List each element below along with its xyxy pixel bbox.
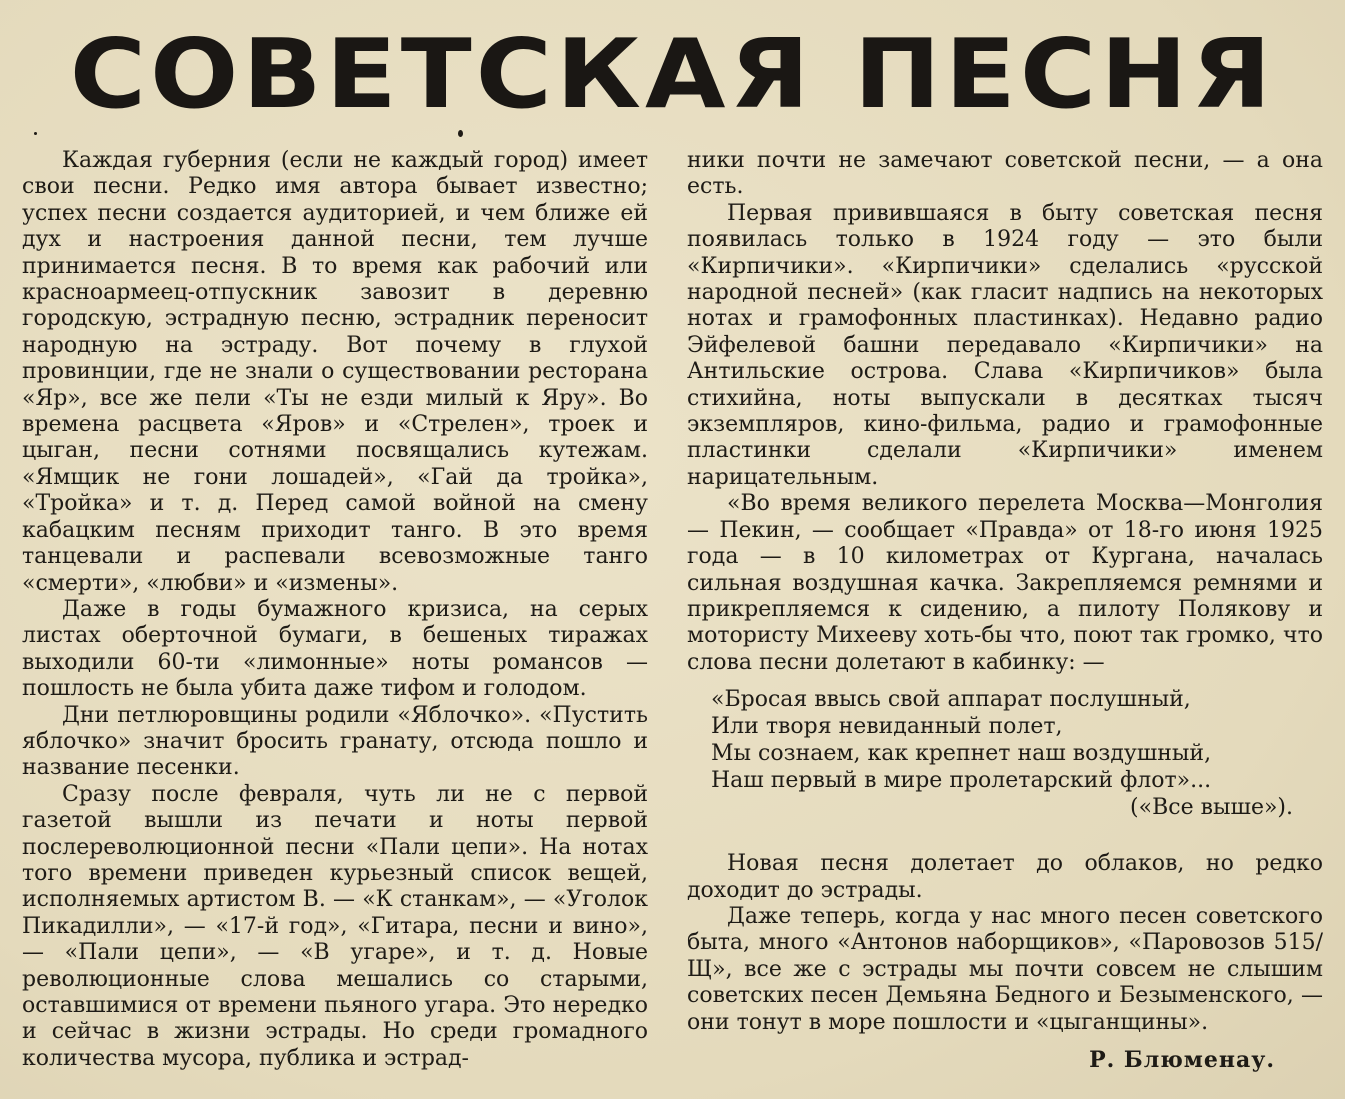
paragraph: Сразу после февраля, чуть ли не с первой газетой вышли из печати и ноты первой послереволюционной песни «Пали цепи». На нотах того времени приведен курьезный список вещей, исполняемых артистом В. — «К станкам», — «Уголок Пикадилли», — «17-й год», «Гитара, песни и вино», — «Пали цепи», — «В угаре», и т. д. Новые революционные слова мешались со старыми, оставшимися от времени пьяного угара. Это нередко и сейчас в жизни эстрады. Но среди громадного количества мусора, публика и эстрад-: [22, 781, 648, 1071]
paragraph: Первая привившаяся в быту советская песня появилась только в 1924 году — это были «Кирпичики». «Кирпичики» сделались «русской народной песней» (как гласит надпись на некоторых нотах и грамофонных пластинках). Недавно радио Эйфелевой башни передавало «Кирпичики» на Антильские острова. Слава «Кирпичиков» была стихийна, ноты выпускали в десятках тысяч экземпляров, кино-фильма, радио и грамофонные пластинки сделали «Кирпичики» именем нарицательным.: [687, 200, 1323, 490]
print-speck: [458, 130, 463, 137]
poem-source: («Все выше»).: [1130, 795, 1293, 821]
paragraph: «Во время великого перелета Москва—Монголия — Пекин, — сообщает «Правда» от 18-го июня 1925 года — в 10 километрах от Кургана, началась сильная воздушная качка. Закрепляемся ремнями и прикрепляемся к сидению, а пилоту Полякову и мотористу Михееву хоть-бы что, поют так громко, что слова песни долетают в кабинку: —: [687, 491, 1323, 675]
paragraph: Даже теперь, когда у нас много песен советского быта, много «Антонов наборщиков», «Паровозов 515/Щ», все же с эстрады мы почти совсем не слышим советских песен Демьяна Бедного и Безыменского, — они тонут в море пошлости и «цыганщины».: [687, 903, 1323, 1035]
left-column: [22, 148, 648, 1072]
paragraph: Каждая губерния (если не каждый город) имеет свои песни. Редко имя автора бывает известно; успех песни создается аудиторией, и чем ближе ей дух и настроения данной песни, тем лучше принимается песня. В то время как рабочий или красноармеец-отпускник завозит в деревню городскую, эстрадную песню, эстрадник переносит народную на эстраду. Вот почему в глухой провинции, где не знали о существовании ресторана «Яр», все же пели «Ты не езди милый к Яру». Во времена расцвета «Яров» и «Стрелен», троек и цыган, песни сотнями посвящались кутежам. «Ямщик не гони лошадей», «Гай да тройка», «Тройка» и т. д. Перед самой войной на смену кабацким песням приходит танго. В это время танцевали и распевали всевозможные танго «смерти», «любви» и «измены».: [22, 148, 648, 596]
headline: СОВЕТСКАЯ ПЕСНЯ: [69, 17, 1276, 131]
spacer: [687, 821, 1323, 851]
poem-line: Или творя невиданный полет,: [711, 714, 1063, 740]
author-signature: Р. Блюменау.: [1089, 1047, 1275, 1073]
paragraph: Дни петлюровщины родили «Яблочко». «Пустить яблочко» значит бросить гранату, отсюда пошло и название песенки.: [22, 702, 648, 781]
print-speck: [34, 132, 37, 135]
right-column: [687, 148, 1323, 1036]
paragraph: Новая песня долетает до облаков, но редко доходит до эстрады.: [687, 851, 1323, 903]
poem-line: «Бросая ввысь свой аппарат послушный,: [711, 687, 1191, 713]
paragraph: Даже в годы бумажного кризиса, на серых листах оберточной бумаги, в бешеных тиражах выходили 60-ти «лимонные» ноты романсов — пошлость не была убита даже тифом и голодом.: [22, 596, 648, 702]
poem-line: Наш первый в мире пролетарский флот»...: [711, 768, 1212, 794]
poem-line: Мы сознаем, как крепнет наш воздушный,: [711, 741, 1212, 767]
poem-quote: [711, 686, 1323, 821]
paragraph-continuation: ники почти не замечают советской песни, — а она есть.: [687, 148, 1323, 200]
